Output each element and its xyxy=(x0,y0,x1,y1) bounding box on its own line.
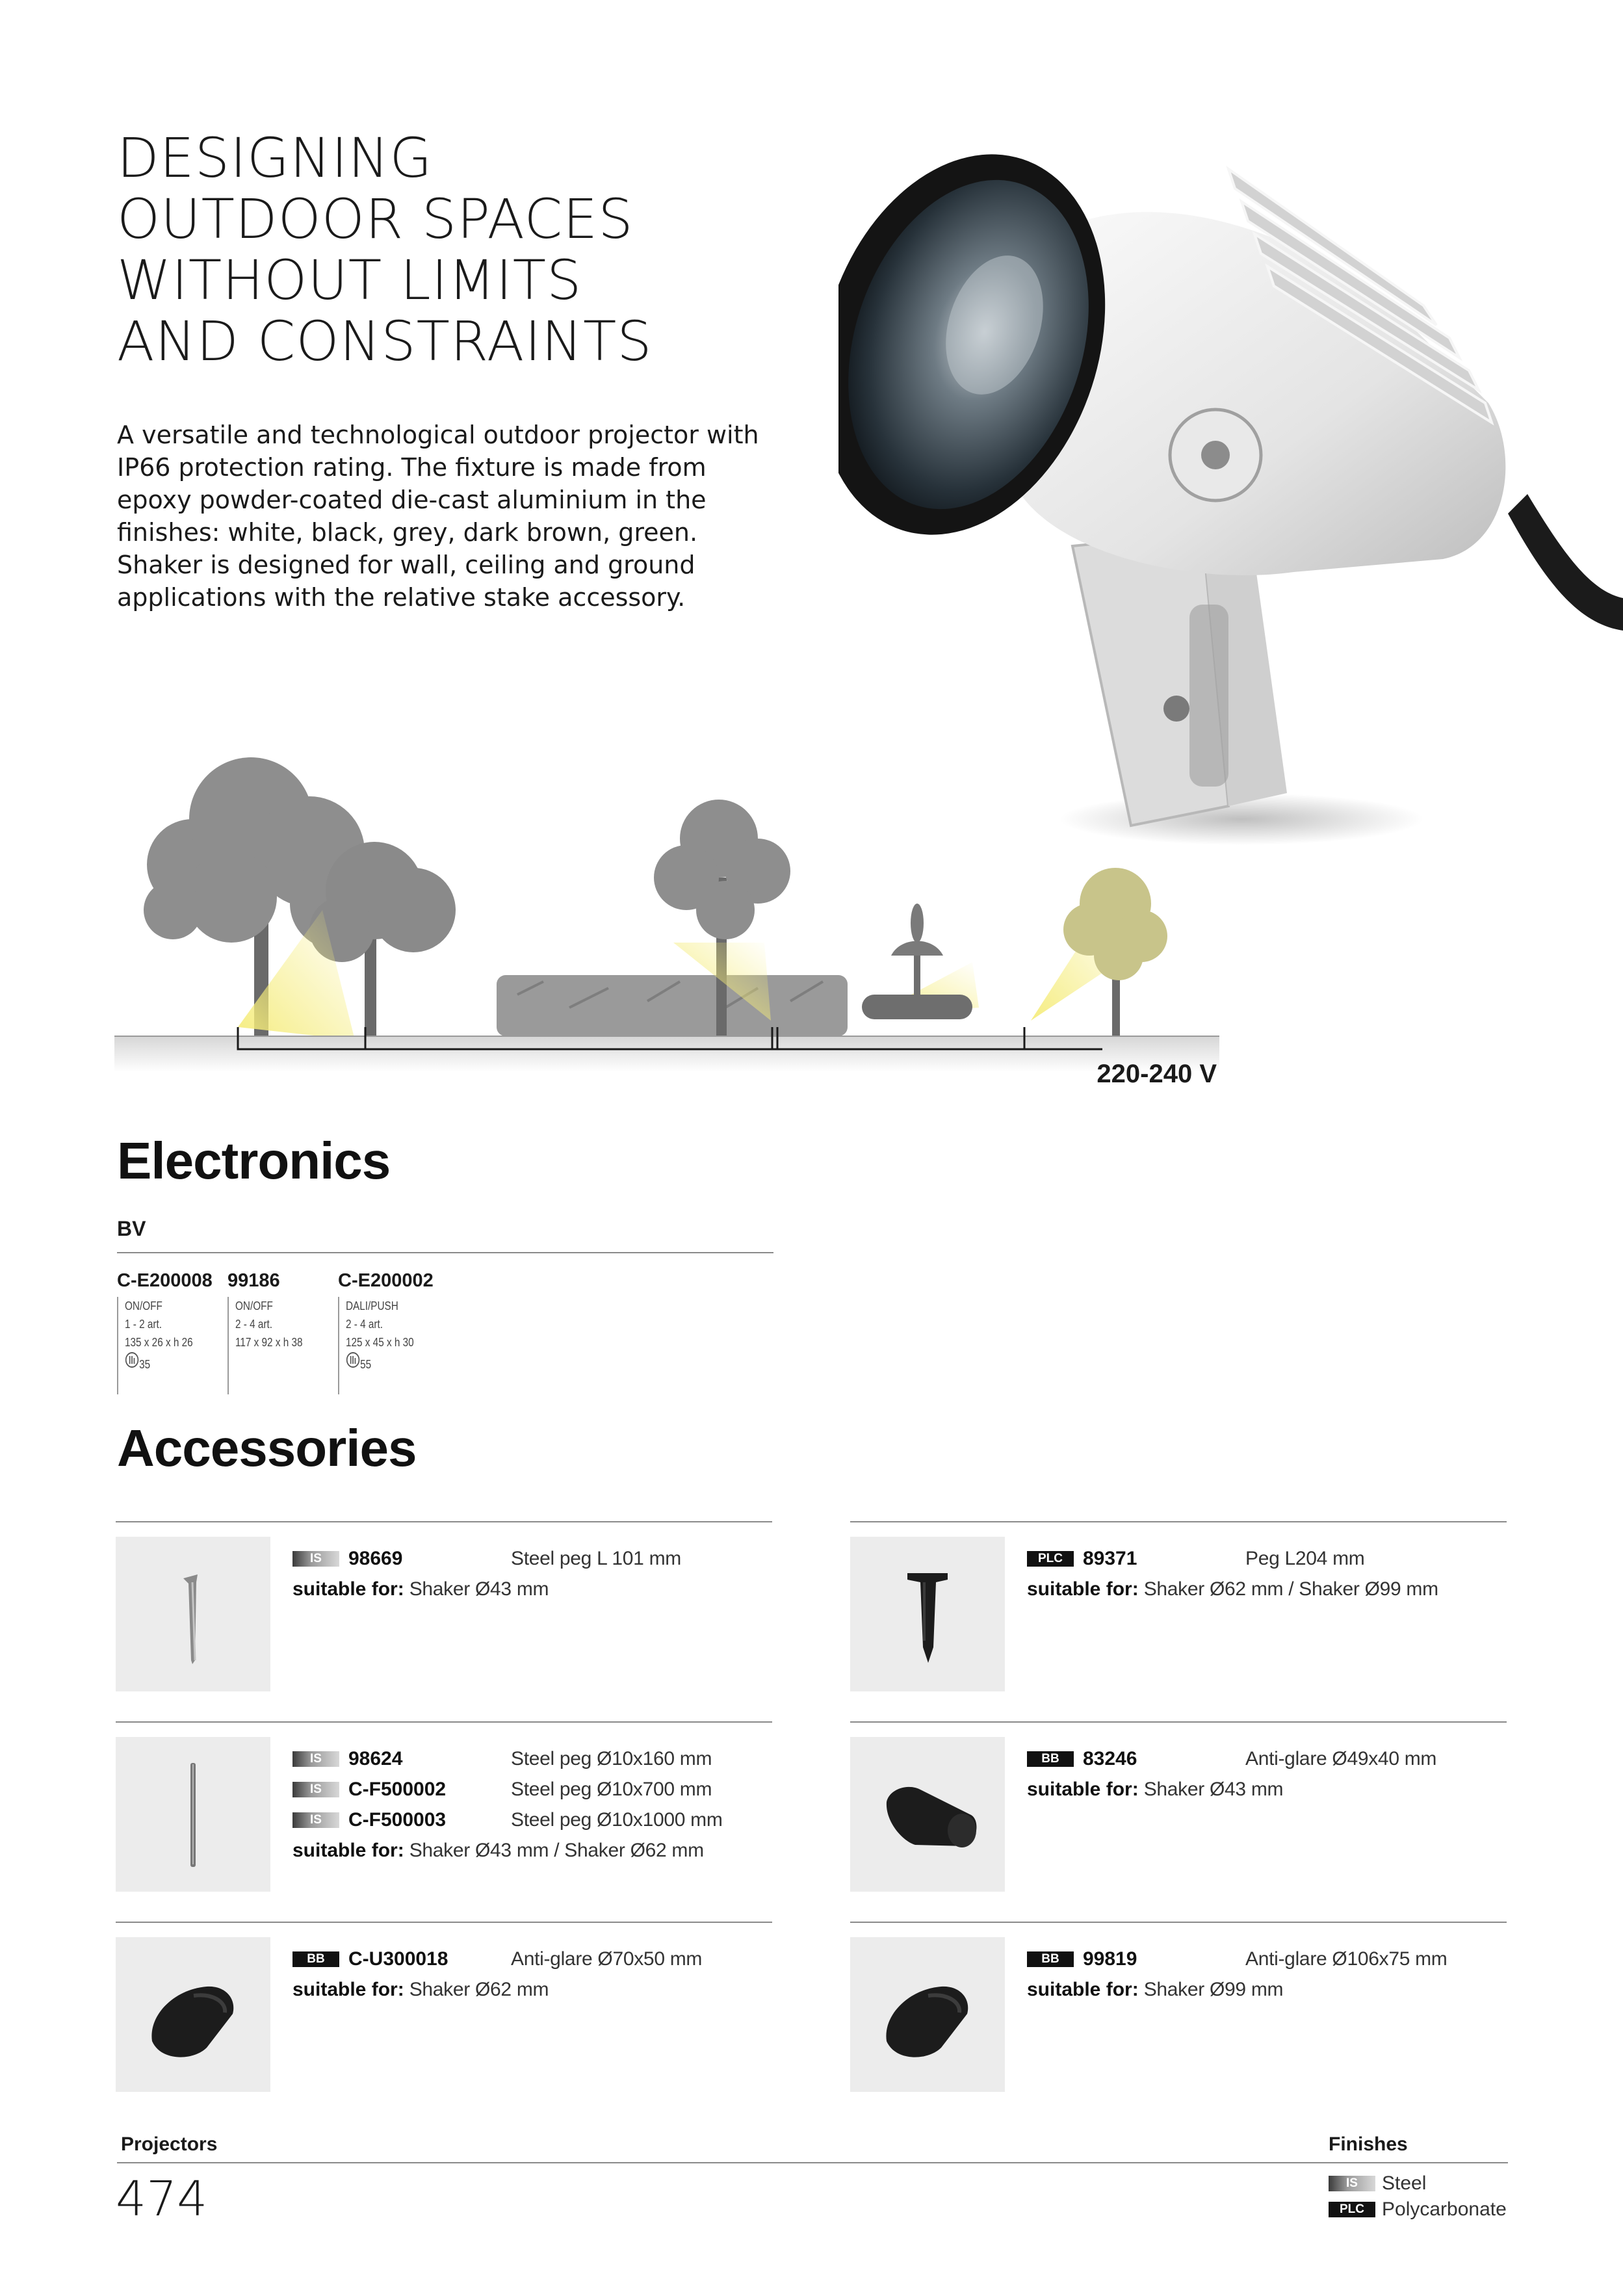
finish-tag: IS xyxy=(292,1782,339,1797)
finish-tag: BB xyxy=(1027,1951,1074,1967)
electronics-subhead: BV xyxy=(117,1217,146,1240)
accessory-code: C-U300018 xyxy=(348,1948,448,1970)
accessory-code: 98669 xyxy=(348,1547,403,1569)
page-number: 474 xyxy=(116,2171,208,2227)
suitable-label: suitable for: xyxy=(1027,1578,1139,1600)
plastic-peg-icon xyxy=(850,1537,1005,1691)
electronics-title: Electronics xyxy=(117,1132,391,1190)
electronics-item xyxy=(227,1270,315,1394)
electronics-item xyxy=(117,1270,213,1394)
accessory-code: 83246 xyxy=(1083,1747,1137,1769)
suitable-label: suitable for: xyxy=(292,1978,404,2000)
electronics-control: ON/OFF xyxy=(125,1299,162,1312)
headline-line: OUTDOOR SPACES xyxy=(117,187,634,251)
accessory-card xyxy=(850,1721,1507,1910)
suitable-value: Shaker Ø62 mm / Shaker Ø99 mm xyxy=(1143,1578,1438,1600)
electronics-rule xyxy=(117,1252,773,1253)
electronics-specs xyxy=(227,1297,315,1394)
accessory-image xyxy=(850,1937,1005,2092)
finish-label: Steel xyxy=(1382,2172,1427,2194)
electronics-control: DALI/PUSH xyxy=(346,1299,398,1312)
accessory-image xyxy=(116,1737,270,1892)
accessory-image xyxy=(850,1537,1005,1691)
electronics-code: 99186 xyxy=(227,1270,280,1291)
finish-tag: IS xyxy=(292,1751,339,1767)
headline-line: WITHOUT LIMITS xyxy=(117,248,582,312)
accessory-desc: Steel peg Ø10x160 mm xyxy=(511,1747,712,1769)
accessory-desc: Steel peg Ø10x1000 mm xyxy=(511,1808,723,1831)
electronics-art: 2 - 4 art. xyxy=(346,1318,383,1331)
accessory-image xyxy=(850,1737,1005,1892)
accessory-desc: Steel peg Ø10x700 mm xyxy=(511,1778,712,1800)
certification-icon xyxy=(346,1351,360,1368)
electronics-art: 2 - 4 art. xyxy=(235,1318,272,1331)
finish-tag: PLC xyxy=(1329,2202,1375,2217)
accessory-code: 89371 xyxy=(1083,1547,1137,1569)
accessory-card xyxy=(116,1521,772,1710)
accessory-code: 99819 xyxy=(1083,1948,1137,1970)
outdoor-installation-illustration xyxy=(114,748,1219,1086)
certification-icon xyxy=(125,1351,139,1368)
electronics-cert-value: 35 xyxy=(139,1358,151,1371)
electronics-art: 1 - 2 art. xyxy=(125,1318,162,1331)
electronics-specs xyxy=(117,1297,213,1394)
accessory-code: 98624 xyxy=(348,1747,403,1769)
suitable-value: Shaker Ø43 mm / Shaker Ø62 mm xyxy=(409,1839,704,1861)
electronics-specs xyxy=(338,1297,434,1394)
voltage-label: 220-240 V xyxy=(1097,1060,1217,1088)
anti-glare-large-icon xyxy=(850,1937,1005,2092)
accessory-card xyxy=(850,1521,1507,1710)
finishes-title: Finishes xyxy=(1329,2133,1408,2155)
finish-tag: IS xyxy=(1329,2176,1375,2191)
projector-product-image xyxy=(838,91,1623,858)
suitable-label: suitable for: xyxy=(292,1839,404,1861)
finish-label: Polycarbonate xyxy=(1382,2198,1507,2220)
steel-rod-icon xyxy=(116,1737,270,1892)
intro-paragraph: A versatile and technological outdoor projector with IP66 protection rating. The fixture is made from epoxy powder-coated die-cast aluminium in the finishes: white, black, grey, dark brown, green. Shaker is designed for wall, ceiling and ground applications with the relative stake accessory. xyxy=(117,421,759,612)
headline-line: DESIGNING xyxy=(117,126,433,190)
suitable-value: Shaker Ø62 mm xyxy=(409,1978,549,2000)
finish-tag: PLC xyxy=(1027,1551,1074,1567)
accessory-desc: Peg L204 mm xyxy=(1245,1547,1365,1569)
accessory-desc: Anti-glare Ø106x75 mm xyxy=(1245,1948,1448,1970)
suitable-label: suitable for: xyxy=(1027,1978,1139,2000)
electronics-code: C-E200002 xyxy=(338,1270,434,1291)
finish-legend-item xyxy=(1329,2198,1507,2221)
accessory-desc: Anti-glare Ø49x40 mm xyxy=(1245,1747,1437,1769)
suitable-value: Shaker Ø99 mm xyxy=(1143,1978,1284,2000)
anti-glare-medium-icon xyxy=(116,1937,270,2092)
electronics-control: ON/OFF xyxy=(235,1299,273,1312)
footer-rule xyxy=(117,2162,1508,2163)
finish-tag: BB xyxy=(1027,1751,1074,1767)
electronics-dims: 135 x 26 x h 26 xyxy=(125,1336,193,1349)
electronics-code: C-E200008 xyxy=(117,1270,213,1291)
accessory-card xyxy=(850,1922,1507,2110)
accessory-image xyxy=(116,1537,270,1691)
finish-legend-item xyxy=(1329,2172,1426,2195)
suitable-label: suitable for: xyxy=(292,1578,404,1600)
accessories-title: Accessories xyxy=(117,1419,417,1477)
accessory-desc: Steel peg L 101 mm xyxy=(511,1547,681,1569)
accessory-image xyxy=(116,1937,270,2092)
headline-line: AND CONSTRAINTS xyxy=(117,309,653,373)
accessory-desc: Anti-glare Ø70x50 mm xyxy=(511,1948,703,1970)
suitable-value: Shaker Ø43 mm xyxy=(409,1578,549,1600)
electronics-item xyxy=(338,1270,434,1394)
electronics-dims: 125 x 45 x h 30 xyxy=(346,1336,414,1349)
headline xyxy=(117,127,832,372)
finish-tag: IS xyxy=(292,1551,339,1567)
finish-tag: IS xyxy=(292,1812,339,1828)
suitable-label: suitable for: xyxy=(1027,1778,1139,1800)
finish-tag: BB xyxy=(292,1951,339,1967)
footer-section-label: Projectors xyxy=(121,2133,218,2155)
accessory-card xyxy=(116,1721,772,1910)
accessory-card xyxy=(116,1922,772,2110)
suitable-value: Shaker Ø43 mm xyxy=(1143,1778,1284,1800)
accessory-code: C-F500003 xyxy=(348,1808,447,1831)
steel-peg-short-icon xyxy=(116,1537,270,1691)
accessory-code: C-F500002 xyxy=(348,1778,447,1800)
electronics-cert-value: 55 xyxy=(360,1358,372,1371)
electronics-dims: 117 x 92 x h 38 xyxy=(235,1336,303,1349)
anti-glare-small-icon xyxy=(850,1737,1005,1892)
